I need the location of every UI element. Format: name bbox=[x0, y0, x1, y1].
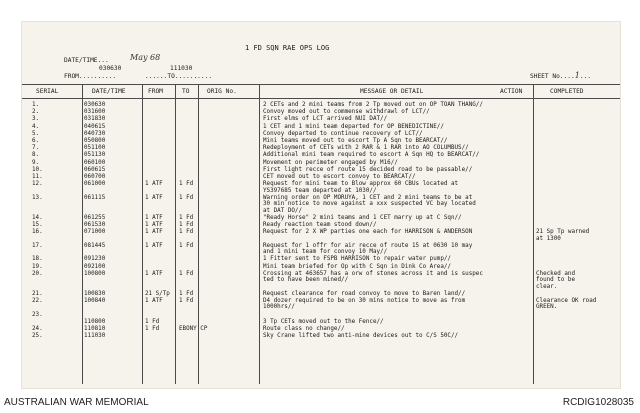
log-date-time: 030630 bbox=[84, 102, 106, 108]
log-message: Convoy moved out to commense withdrawl of LCT// bbox=[263, 109, 430, 116]
log-serial: 7. bbox=[32, 145, 40, 152]
log-row bbox=[22, 242, 620, 256]
log-message: "Ready Horse" 2 mini teams and 1 CET marry up at C Sqn// bbox=[263, 214, 462, 221]
log-completed: Checked and bbox=[536, 270, 576, 277]
log-message: YS397685 team departed at 1030// bbox=[263, 187, 377, 194]
log-serial: 2. bbox=[32, 109, 40, 116]
log-message: 1 Fitter sent to FSPB HARRISON to repair water pump// bbox=[263, 256, 451, 263]
log-to: EBONY CP bbox=[179, 326, 208, 332]
log-message: Additional mini team required to escort A Sqn HQ to BEARCAT// bbox=[263, 152, 480, 159]
log-date-time: 061530 bbox=[84, 222, 106, 228]
log-message: Redeployment of CETs with 2 RAR & 1 RAR into AO COLUMBUS// bbox=[263, 145, 469, 152]
log-date-time: 100830 bbox=[84, 290, 106, 297]
log-completed: 21 Sp Tp warned bbox=[536, 229, 590, 236]
log-row bbox=[22, 298, 620, 311]
log-message: Ready reaction team stood down// bbox=[263, 222, 377, 228]
log-row bbox=[22, 181, 620, 194]
log-serial: 12. bbox=[32, 181, 43, 188]
to-label: ......TO.......... bbox=[145, 73, 213, 80]
log-serial: 8. bbox=[32, 152, 40, 159]
log-from: 1 ATF bbox=[145, 181, 163, 188]
log-sheet bbox=[22, 22, 620, 388]
log-serial: 6. bbox=[32, 138, 40, 144]
log-serial: 24. bbox=[32, 326, 43, 332]
log-message: CET moved out to escort convoy to BEARCAT// bbox=[263, 174, 416, 180]
log-date-time: 071000 bbox=[84, 229, 106, 236]
log-serial: 14. bbox=[32, 214, 43, 221]
log-serial: 16. bbox=[32, 229, 43, 236]
log-from: 1 ATF bbox=[145, 222, 163, 228]
log-serial: 4. bbox=[32, 123, 40, 130]
log-to: 1 Fd bbox=[179, 298, 194, 304]
log-date-time: 111030 bbox=[84, 333, 106, 340]
log-from: 1 ATF bbox=[145, 214, 163, 221]
log-message: Request for mini team to Blow approx 60 CBUs located at bbox=[263, 181, 459, 188]
table-top-rule bbox=[22, 84, 620, 85]
log-message: Request clearance for road convoy to move to Baren land// bbox=[263, 290, 466, 297]
column-header-date-time: DATE/TIME bbox=[92, 88, 126, 95]
log-date-time: 040730 bbox=[84, 130, 106, 137]
log-message: Warning order on OP MORUYA, 1 CET and 2 mini teams to be at bbox=[263, 194, 473, 201]
log-message: First light recce of route 15 decided road to be passable// bbox=[263, 166, 473, 173]
log-serial: 21. bbox=[32, 290, 43, 297]
log-date-time: 060700 bbox=[84, 174, 106, 180]
log-title: 1 FD SQN RAE OPS LOG bbox=[245, 44, 330, 52]
log-date-time: 060615 bbox=[84, 166, 106, 173]
log-serial: 19. bbox=[32, 263, 43, 270]
column-header-completed: COMPLETED bbox=[550, 88, 584, 95]
log-date-time: 110810 bbox=[84, 326, 106, 332]
log-message: Movement on perimeter engaged by M16// bbox=[263, 159, 398, 166]
log-date-time: 091230 bbox=[84, 256, 106, 263]
sheet-number: SHEET No....1... bbox=[530, 71, 591, 80]
log-to: 1 Fd bbox=[179, 222, 194, 228]
log-message: Sky Crane lifted two anti-mine devices out to C/S 50C// bbox=[263, 333, 459, 340]
column-header-message: MESSAGE OR DETAIL bbox=[360, 88, 424, 95]
log-completed: clear. bbox=[536, 283, 558, 290]
log-from: 1 Fd bbox=[145, 318, 160, 325]
log-message: First elms of LCT arrived NUI DAT// bbox=[263, 116, 388, 123]
date-time-value: May 68 bbox=[130, 53, 161, 62]
log-message: Convoy departed to continue recovery of LCT// bbox=[263, 130, 423, 137]
log-message: at DAT DO// bbox=[263, 207, 303, 214]
log-date-time: 061255 bbox=[84, 214, 106, 221]
log-to: 1 Fd bbox=[179, 194, 194, 201]
column-header-action: ACTION bbox=[500, 88, 523, 95]
column-header-to: TO bbox=[182, 88, 190, 95]
log-message: Route class no change// bbox=[263, 326, 345, 332]
log-serial: 5. bbox=[32, 130, 40, 137]
log-message: Request for 2 X WP parties one each for HARRISON & ANDERSON bbox=[263, 229, 473, 236]
log-serial: 22. bbox=[32, 298, 43, 304]
log-message: ted to have been mined// bbox=[263, 277, 349, 284]
log-serial: 23. bbox=[32, 311, 43, 318]
log-row bbox=[22, 333, 620, 343]
log-serial: 9. bbox=[32, 159, 40, 166]
log-date-time: 081445 bbox=[84, 242, 106, 249]
log-date-time: 031830 bbox=[84, 116, 106, 123]
log-completed: GREEN. bbox=[536, 304, 558, 311]
log-serial: 15. bbox=[32, 222, 43, 228]
log-from: 1 ATF bbox=[145, 298, 163, 304]
log-message: and 1 mini team for convoy 10 May// bbox=[263, 249, 388, 256]
log-message: Request for 1 offr for air recce of route 15 at 0630 10 may bbox=[263, 242, 473, 249]
log-to: 1 Fd bbox=[179, 290, 194, 297]
log-to: 1 Fd bbox=[179, 270, 194, 277]
log-from: 21 S/Tp bbox=[145, 290, 170, 297]
log-serial: 13. bbox=[32, 194, 43, 201]
log-message: Mini teams moved out to escort Tp A Sqn to BEARCAT// bbox=[263, 138, 448, 144]
log-to: 1 Fd bbox=[179, 229, 194, 236]
from-date-value: 030630 bbox=[99, 65, 122, 72]
log-completed: at 1300 bbox=[536, 235, 561, 242]
log-from: 1 ATF bbox=[145, 229, 163, 236]
log-date-time: 051100 bbox=[84, 145, 106, 152]
log-serial: 17. bbox=[32, 242, 43, 249]
log-serial: 1. bbox=[32, 102, 40, 108]
to-date-value: 111030 bbox=[170, 65, 193, 72]
log-completed: Clearance OK road bbox=[536, 298, 597, 304]
log-serial: 25. bbox=[32, 333, 43, 340]
from-label: FROM.......... bbox=[64, 73, 117, 80]
log-row bbox=[22, 194, 620, 214]
log-date-time: 061115 bbox=[84, 194, 106, 201]
log-message: 30 min notice to move against a xxx suspected VC bay located bbox=[263, 201, 476, 208]
log-date-time: 031600 bbox=[84, 109, 106, 116]
column-header-orig-no: ORIG No. bbox=[207, 88, 237, 95]
log-from: 1 Fd bbox=[145, 326, 160, 332]
date-time-label: DATE/TIME... bbox=[64, 57, 109, 64]
log-serial: 10. bbox=[32, 166, 43, 173]
log-from: 1 ATF bbox=[145, 242, 163, 249]
log-from: 1 ATF bbox=[145, 270, 163, 277]
log-message: 1000hrs// bbox=[263, 304, 295, 311]
log-row bbox=[22, 270, 620, 290]
log-date-time: 110800 bbox=[84, 318, 106, 325]
log-serial: 3. bbox=[32, 116, 40, 123]
log-message: 1 CET and 1 mini team departed for OP BENEDICTINE// bbox=[263, 123, 444, 130]
column-header-serial: SERIAL bbox=[36, 88, 59, 95]
log-to: 1 Fd bbox=[179, 242, 194, 249]
footer-id: RCDIG1028035 bbox=[562, 397, 634, 408]
log-message: Crossing at 463657 has a orw of stones across it and is suspec bbox=[263, 270, 483, 277]
log-date-time: 051130 bbox=[84, 152, 106, 159]
column-header-from: FROM bbox=[148, 88, 163, 95]
log-to: 1 Fd bbox=[179, 214, 194, 221]
log-serial: 18. bbox=[32, 256, 43, 263]
log-date-time: 060100 bbox=[84, 159, 106, 166]
log-message: D4 dozer required to be on 30 mins notice to move as from bbox=[263, 298, 466, 304]
log-message: 3 Tp CETs moved out to the Fence// bbox=[263, 318, 384, 325]
log-completed: found to be bbox=[536, 277, 576, 284]
log-date-time: 100840 bbox=[84, 298, 106, 304]
log-date-time: 050800 bbox=[84, 138, 106, 144]
log-to: 1 Fd bbox=[179, 181, 194, 188]
log-row bbox=[22, 229, 620, 242]
log-serial: 20. bbox=[32, 270, 43, 277]
log-message: Mini team briefed for Op with C Sqn in Dink Co Area// bbox=[263, 263, 451, 270]
footer-credit: AUSTRALIAN WAR MEMORIAL bbox=[4, 397, 149, 408]
log-message: 2 CETs and 2 mini teams from 2 Tp moved out on OP TOAN THANG// bbox=[263, 102, 483, 108]
table-header-rule bbox=[22, 98, 620, 99]
log-date-time: 100800 bbox=[84, 270, 106, 277]
log-serial: 11. bbox=[32, 174, 43, 180]
log-date-time: 092100 bbox=[84, 263, 106, 270]
log-date-time: 040615 bbox=[84, 123, 106, 130]
log-date-time: 061000 bbox=[84, 181, 106, 188]
log-from: 1 ATF bbox=[145, 194, 163, 201]
